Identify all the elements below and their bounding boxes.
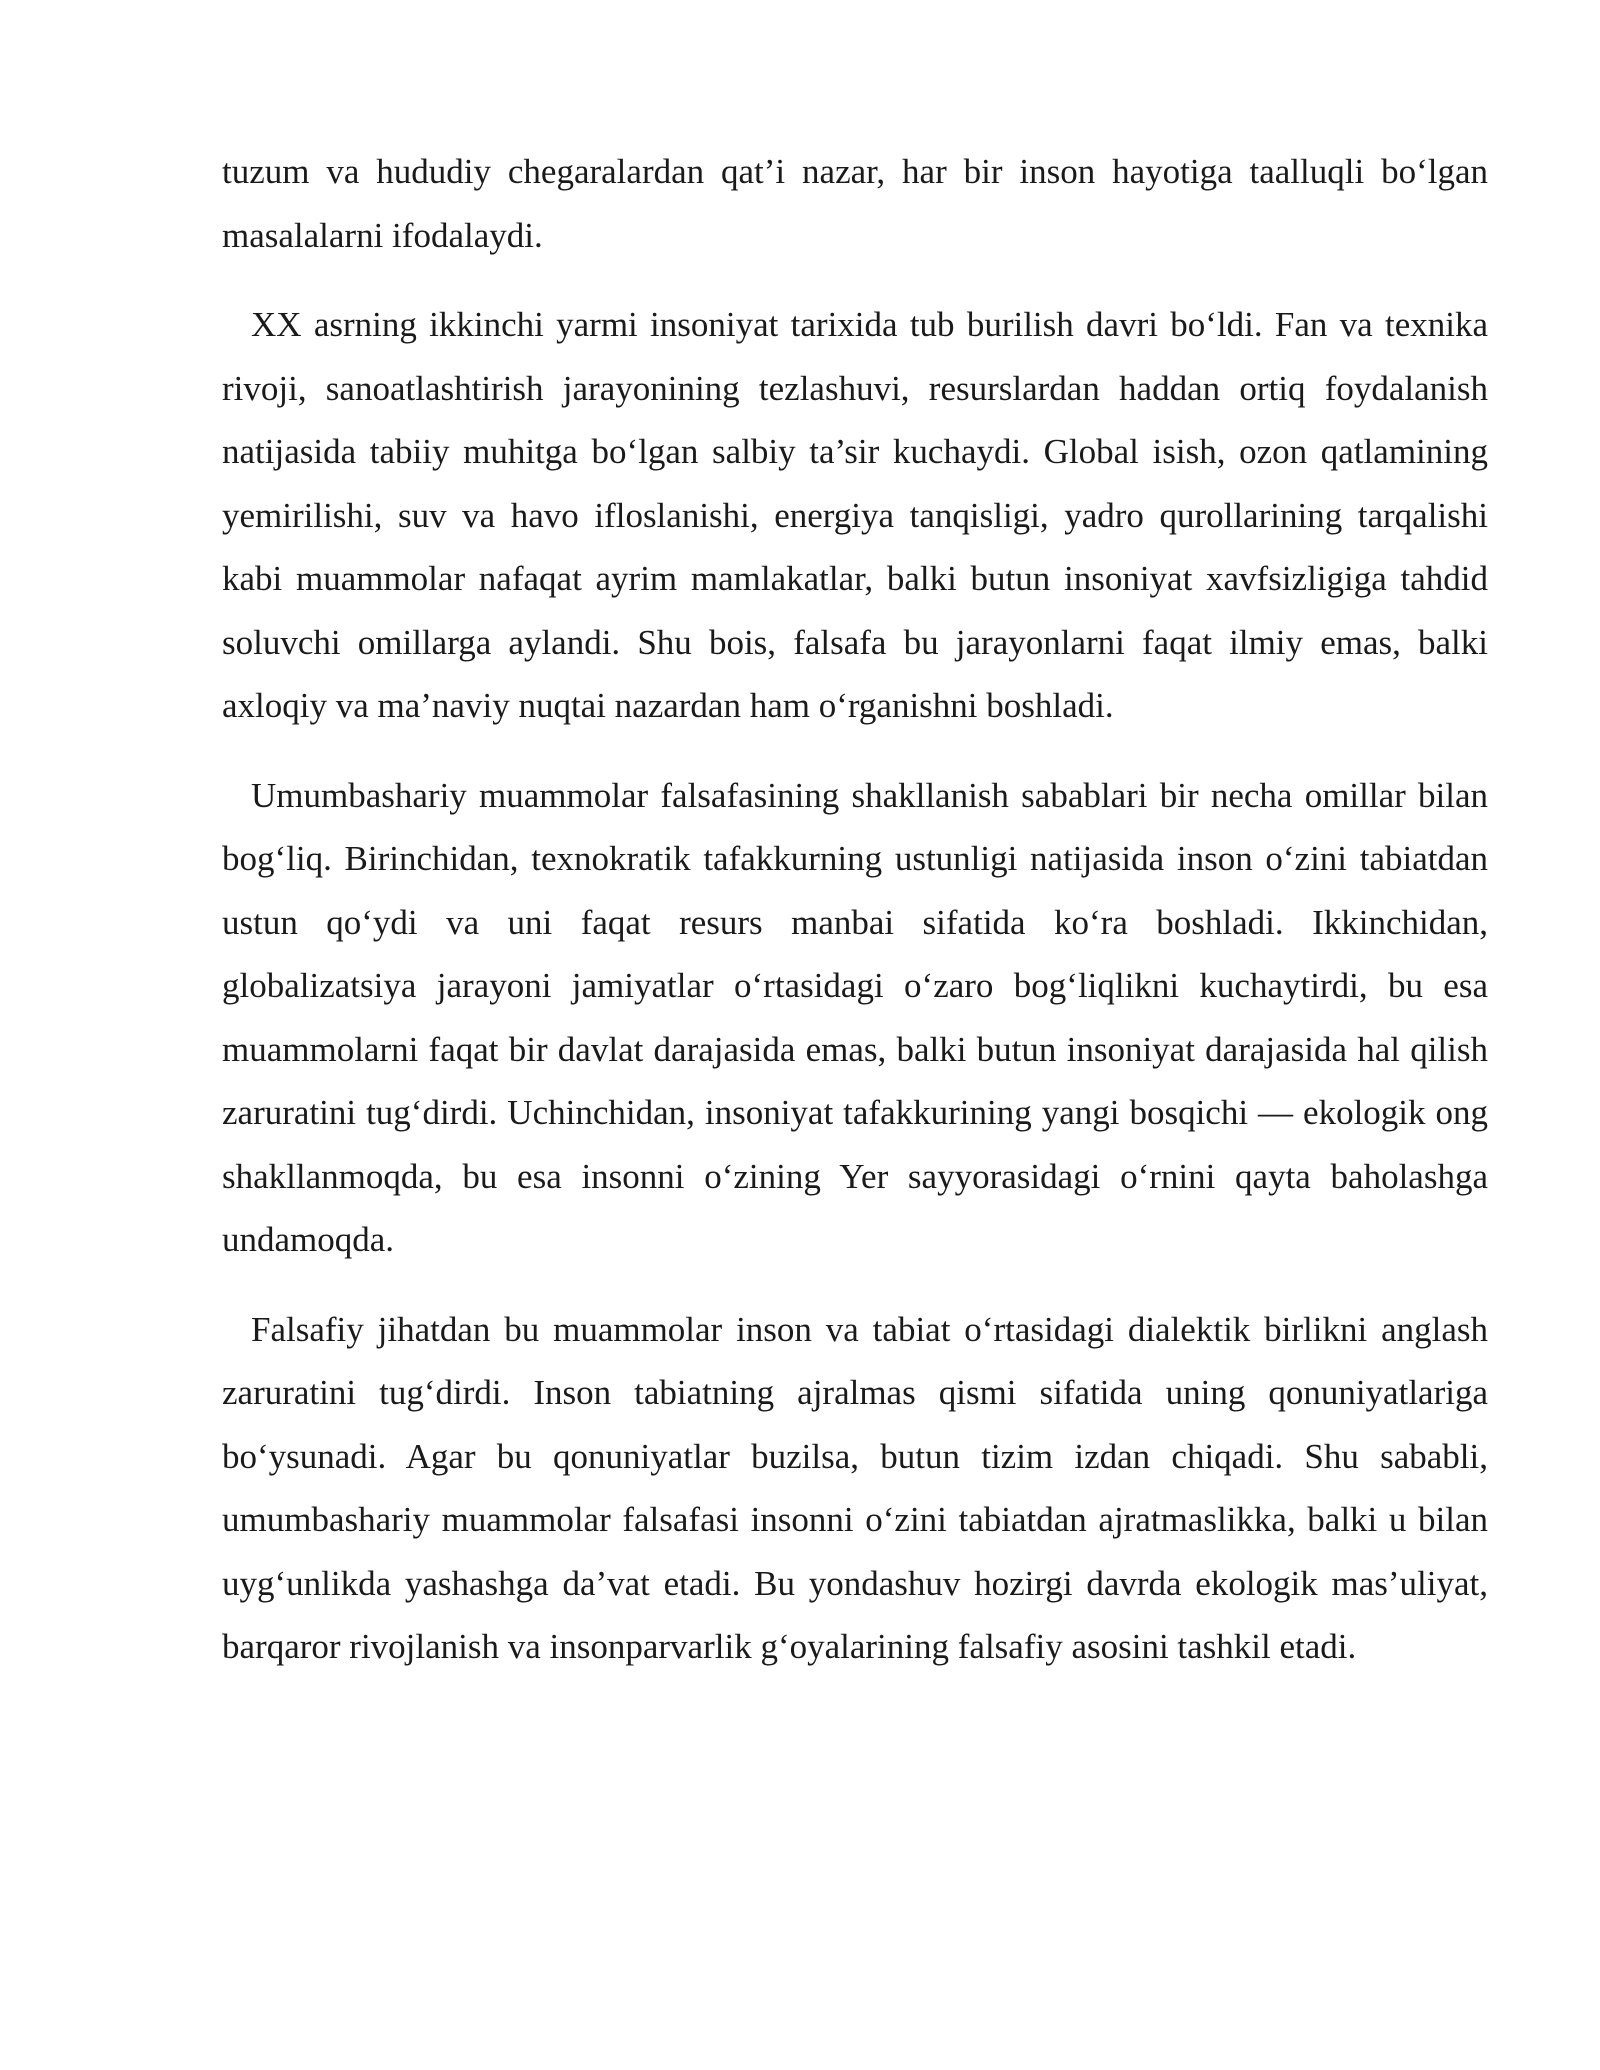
paragraph-continuation: tuzum va hududiy chegaralardan qat’i nazar, har bir inson hayotiga taalluqli bo‘lgan masalalarni ifodalaydi. bbox=[222, 152, 1488, 255]
document-body bbox=[222, 140, 1488, 1705]
paragraph-formation-reasons: Umumbashariy muammolar falsafasining shakllanish sabablari bir necha omillar bilan bog‘liq. Birinchidan, texnokratik tafakkurning ustunligi natijasida inson o‘zini tabiatdan ustun qo‘ydi va uni faqat resurs manbai sifatida ko‘ra boshladi. Ikkinchidan, globalizatsiya jarayoni jamiyatlar o‘rtasidagi o‘zaro bog‘liqlikni kuchaytirdi, bu esa muammolarni faqat bir davlat darajasida emas, balki butun insoniyat darajasida hal qilish zaruratini tug‘dirdi. Uchinchidan, insoniyat tafakkurining yangi bosqichi — ekologik ong shakllanmoqda, bu esa insonni o‘zining Yer sayyorasidagi o‘rnini qayta baholashga undamoqda. bbox=[222, 775, 1488, 1259]
paragraph-philosophical-aspect: Falsafiy jihatdan bu muammolar inson va tabiat o‘rtasidagi dialektik birlikni anglash zaruratini tug‘dirdi. Inson tabiatning ajralmas qismi sifatida uning qonuniyatlariga bo‘ysunadi. Agar bu qonuniyatlar buzilsa, butun tizim izdan chiqadi. Shu sababli, umumbashariy muammolar falsafasi insonni o‘zini tabiatdan ajratmaslikka, balki u bilan uyg‘unlikda yashashga da’vat etadi. Bu yondashuv hozirgi davrda ekologik mas’uliyat, barqaror rivojlanish va insonparvarlik g‘oyalarining falsafiy asosini tashkil etadi. bbox=[222, 1309, 1488, 1666]
paragraph-global-problems-history: XX asrning ikkinchi yarmi insoniyat tarixida tub burilish davri bo‘ldi. Fan va texnika rivoji, sanoatlashtirish jarayonining tezlashuvi, resurslardan haddan ortiq foydalanish natijasida tabiiy muhitga bo‘lgan salbiy ta’sir kuchaydi. Global isish, ozon qatlamining yemirilishi, suv va havo ifloslanishi, energiya tanqisligi, yadro qurollarining tarqalishi kabi muammolar nafaqat ayrim mamlakatlar, balki butun insoniyat xavfsizligiga tahdid soluvchi omillarga aylandi. Shu bois, falsafa bu jarayonlarni faqat ilmiy emas, balki axloqiy va ma’naviy nuqtai nazardan ham o‘rganishni boshladi. bbox=[222, 305, 1488, 725]
